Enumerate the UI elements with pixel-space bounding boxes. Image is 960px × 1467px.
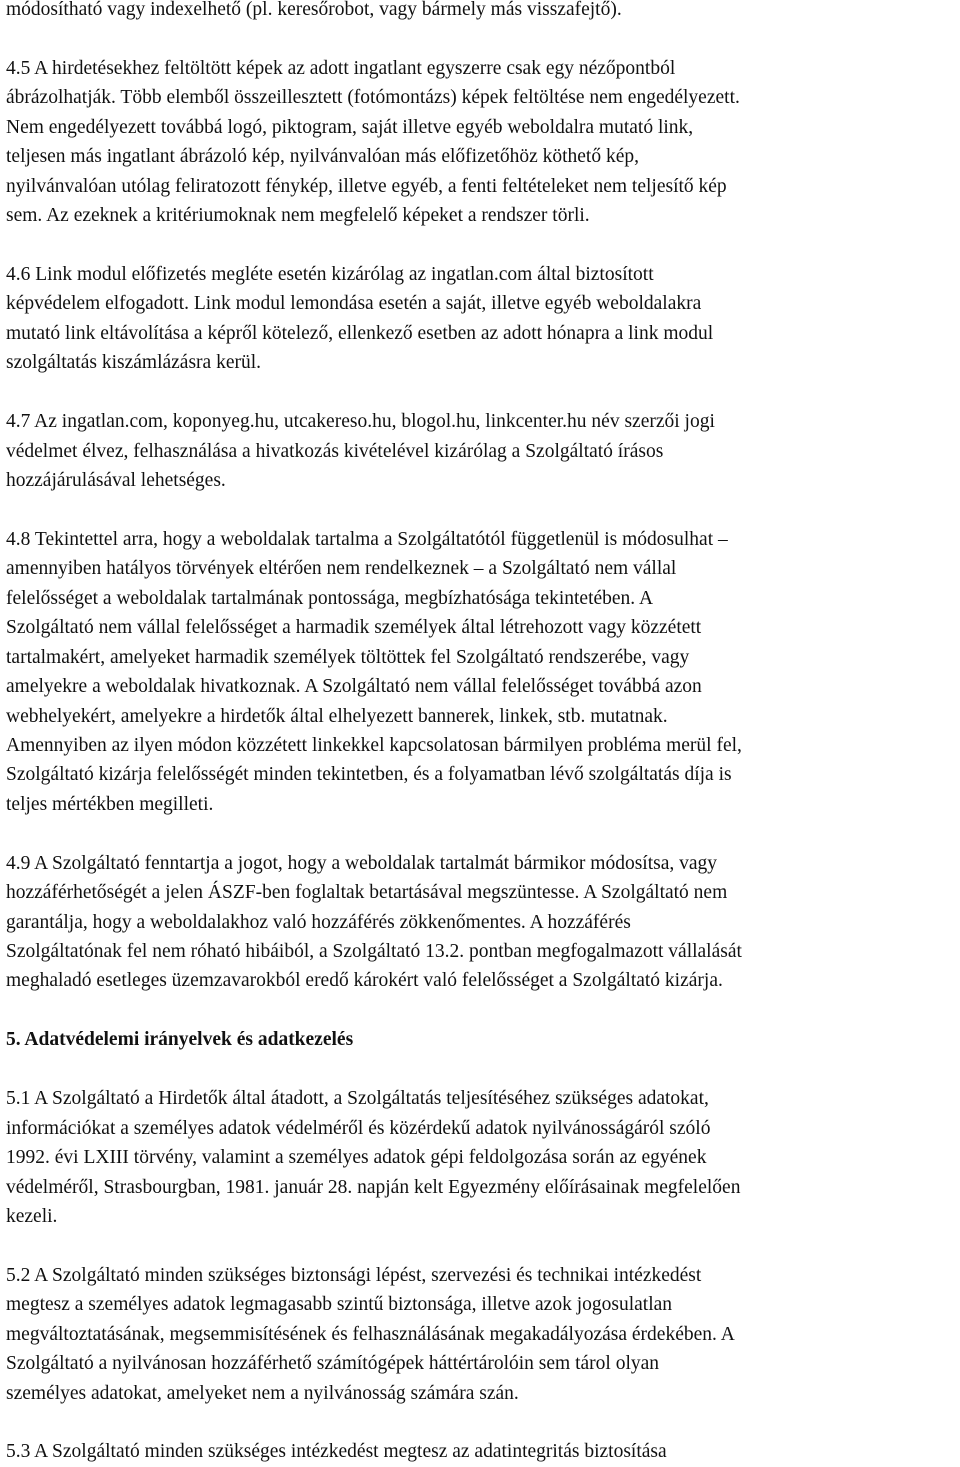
text-line: webhelyekért, amelyekre a hirdetők által elhelyezett bannerek, linkek, stb. mutatnak. [6, 705, 668, 727]
paragraph-gap [6, 24, 954, 53]
text-line: 4.6 Link modul előfizetés megléte esetén kizárólag az ingatlan.com által biztosított [6, 263, 654, 285]
text-line: Szolgáltató kizárja felelősségét minden tekintetben, és a folyamatban lévő szolgáltatás díja is [6, 764, 732, 786]
text-line: amelyekre a weboldalak hivatkoznak. A Szolgáltató nem vállal felelősséget továbbá azon [6, 676, 702, 698]
paragraph-gap [6, 1231, 954, 1260]
text-line: teljes mértékben megilleti. [6, 793, 214, 815]
text-line: Szolgáltatónak fel nem róható hibáiból, a Szolgáltató 13.2. pontban megfogalmazott vállalását [6, 941, 742, 962]
document-page [6, 0, 954, 1467]
text-line: 5.1 A Szolgáltató a Hirdetők által átadott, a Szolgáltatás teljesítéséhez szükséges adatokat, [6, 1088, 709, 1110]
text-line: garantálja, hogy a weboldalakhoz való hozzáférés zökkenőmentes. A hozzáférés [6, 911, 631, 933]
text-line: ábrázolhatják. Több elemből összeillesztett (fotómontázs) képek feltöltése nem engedélyezett. [6, 87, 740, 109]
text-line: nyilvánvalóan utólag feliratozott fénykép, illetve egyéb, a fenti feltételeket nem teljesítő kép [6, 175, 727, 197]
paragraph-gap [6, 495, 954, 524]
paragraph-gap [6, 231, 954, 260]
paragraph-gap [6, 1055, 954, 1084]
text-line: 4.7 Az ingatlan.com, koponyeg.hu, utcakereso.hu, blogol.hu, linkcenter.hu név szerzői jogi [6, 411, 715, 433]
text-line: személyes adatokat, amelyeket nem a nyilvánosság számára szán. [6, 1382, 519, 1404]
paragraph-p-continued [6, 0, 954, 24]
paragraph-gap [6, 1408, 954, 1437]
text-line: védelméről, Strasbourgban, 1981. január 28. napján kelt Egyezmény előírásainak megfelelően [6, 1176, 741, 1198]
text-line: Szolgáltató nem vállal felelősséget a harmadik személyek által létrehozott vagy közzétett [6, 617, 702, 639]
paragraph-p-4-5 [6, 54, 954, 231]
text-line: sem. Az ezeknek a kritériumoknak nem megfelelő képeket a rendszer törli. [6, 205, 590, 227]
paragraph-p-5-3 [6, 1437, 954, 1466]
text-line: mutató link eltávolítása a képről kötelező, ellenkező esetben az adott hónapra a link modul [6, 322, 714, 344]
paragraph-p-5-1 [6, 1084, 954, 1231]
text-line: védelmet élvez, felhasználása a hivatkozás kivételével kizárólag a Szolgáltató írásos [6, 440, 664, 462]
text-line: Nem engedélyezett továbbá logó, piktogram, saját illetve egyéb weboldalra mutató link, [6, 116, 694, 138]
text-line: módosítható vagy indexelhető (pl. keresőrobot, vagy bármely más visszafejtő). [6, 0, 622, 20]
paragraph-p-4-9 [6, 849, 954, 996]
paragraph-p-4-6 [6, 260, 954, 378]
paragraph-gap [6, 996, 954, 1025]
text-line: információkat a személyes adatok védelméről és közérdekű adatok nyilvánosságáról szóló [6, 1117, 711, 1139]
text-line: hozzáférhetőségét a jelen ÁSZF-ben foglaltak betartásával megszüntesse. A Szolgáltató nem [6, 882, 728, 904]
text-line: 4.9 A Szolgáltató fenntartja a jogot, hogy a weboldalak tartalmát bármikor módosítsa, vagy [6, 852, 718, 874]
text-line: tartalmakért, amelyeket harmadik személyek töltöttek fel Szolgáltató rendszerébe, vagy [6, 646, 690, 668]
paragraph-gap [6, 378, 954, 407]
text-line: megváltoztatásának, megsemmisítésének és felhasználásának megakadályozása érdekében. A [6, 1323, 735, 1345]
text-line: meghaladó esetleges üzemzavarokból eredő károkért való felelősséget a Szolgáltató kizárja. [6, 970, 723, 992]
paragraph-p-4-8 [6, 525, 954, 819]
text-line: kezeli. [6, 1205, 58, 1227]
text-line: 5.3 A Szolgáltató minden szükséges intézkedést megtesz az adatintegritás biztosítása [6, 1441, 667, 1463]
text-line: megtesz a személyes adatok legmagasabb szintű biztonsága, illetve azok jogosulatlan [6, 1294, 673, 1316]
paragraph-p-5-2 [6, 1261, 954, 1408]
text-line: 4.8 Tekintettel arra, hogy a weboldalak tartalma a Szolgáltatótól függetlenül is módosulhat – [6, 528, 728, 550]
heading-text: 5. Adatvédelemi irányelvek és adatkezelés [6, 1029, 354, 1051]
text-line: képvédelem elfogadott. Link modul lemondása esetén a saját, illetve egyéb weboldalakra [6, 293, 702, 315]
text-line: Szolgáltató a nyilvánosan hozzáférhető számítógépek háttértárolóin sem tárol olyan [6, 1353, 660, 1375]
text-line: 1992. évi LXIII törvény, valamint a személyes adatok gépi feldolgozása során az egyének [6, 1147, 707, 1169]
section-heading [6, 1025, 954, 1054]
text-line: amennyiben hatályos törvények eltérően nem rendelkeznek – a Szolgáltató nem vállal [6, 558, 677, 580]
text-line: 4.5 A hirdetésekhez feltöltött képek az adott ingatlant egyszerre csak egy nézőpontból [6, 57, 676, 79]
text-line: szolgáltatás kiszámlázásra kerül. [6, 352, 262, 374]
text-line: 5.2 A Szolgáltató minden szükséges biztonsági lépést, szervezési és technikai intézkedést [6, 1264, 702, 1286]
paragraph-p-4-7 [6, 407, 954, 495]
text-line: teljesen más ingatlant ábrázoló kép, nyilvánvalóan más előfizetőhöz köthető kép, [6, 146, 639, 168]
text-line: Amennyiben az ilyen módon közzétett linkekkel kapcsolatosan bármilyen probléma merül fel, [6, 734, 742, 756]
paragraph-gap [6, 819, 954, 848]
text-line: hozzájárulásával lehetséges. [6, 470, 226, 491]
text-line: felelősséget a weboldalak tartalmának pontossága, megbízhatósága tekintetében. A [6, 587, 654, 609]
